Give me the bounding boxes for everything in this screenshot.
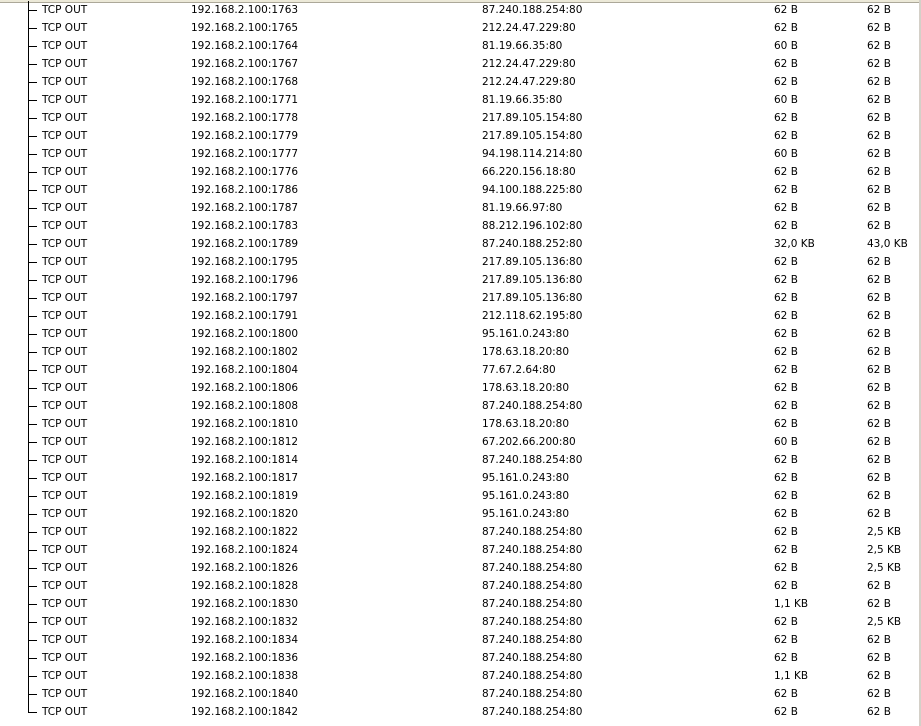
tree-branch (28, 280, 37, 281)
tree-branch (28, 676, 37, 677)
received-bytes-cell: 62 B (867, 454, 891, 466)
received-bytes-cell: 62 B (867, 364, 891, 376)
protocol-cell: TCP OUT (42, 130, 88, 142)
remote-address-cell: 81.19.66.35:80 (482, 40, 563, 52)
tree-branch (28, 208, 37, 209)
remote-address-cell: 87.240.188.254:80 (482, 670, 583, 682)
local-address-cell: 192.168.2.100:1834 (191, 634, 299, 646)
sent-bytes-cell: 32,0 KB (774, 238, 815, 250)
remote-address-cell: 87.240.188.254:80 (482, 580, 583, 592)
sent-bytes-cell: 62 B (774, 166, 798, 178)
remote-address-cell: 87.240.188.254:80 (482, 544, 583, 556)
connection-row[interactable] (0, 181, 919, 199)
sent-bytes-cell: 62 B (774, 346, 798, 358)
remote-address-cell: 178.63.18.20:80 (482, 418, 570, 430)
local-address-cell: 192.168.2.100:1763 (191, 4, 299, 16)
remote-address-cell: 94.198.114.214:80 (482, 148, 583, 160)
received-bytes-cell: 62 B (867, 274, 891, 286)
connection-row[interactable] (0, 307, 919, 325)
remote-address-cell: 87.240.188.254:80 (482, 4, 583, 16)
connection-row[interactable] (0, 127, 919, 145)
connection-row[interactable] (0, 523, 919, 541)
connection-row[interactable] (0, 325, 919, 343)
tree-branch (28, 298, 37, 299)
sent-bytes-cell: 62 B (774, 328, 798, 340)
protocol-cell: TCP OUT (42, 202, 88, 214)
remote-address-cell: 87.240.188.254:80 (482, 634, 583, 646)
received-bytes-cell: 62 B (867, 94, 891, 106)
remote-address-cell: 77.67.2.64:80 (482, 364, 556, 376)
remote-address-cell: 95.161.0.243:80 (482, 328, 570, 340)
sent-bytes-cell: 60 B (774, 40, 798, 52)
tree-branch (28, 64, 37, 65)
remote-address-cell: 217.89.105.154:80 (482, 112, 583, 124)
sent-bytes-cell: 62 B (774, 130, 798, 142)
protocol-cell: TCP OUT (42, 328, 88, 340)
received-bytes-cell: 62 B (867, 148, 891, 160)
received-bytes-cell: 62 B (867, 580, 891, 592)
received-bytes-cell: 62 B (867, 472, 891, 484)
tree-branch (28, 514, 37, 515)
protocol-cell: TCP OUT (42, 256, 88, 268)
tree-branch (28, 334, 37, 335)
sent-bytes-cell: 62 B (774, 472, 798, 484)
connection-list (0, 1, 919, 721)
connection-row[interactable] (0, 469, 919, 487)
tree-branch (28, 586, 37, 587)
protocol-cell: TCP OUT (42, 598, 88, 610)
connection-row[interactable] (0, 145, 919, 163)
connection-row[interactable] (0, 487, 919, 505)
protocol-cell: TCP OUT (42, 238, 88, 250)
tree-branch (28, 316, 37, 317)
remote-address-cell: 212.24.47.229:80 (482, 22, 576, 34)
protocol-cell: TCP OUT (42, 76, 88, 88)
local-address-cell: 192.168.2.100:1840 (191, 688, 299, 700)
local-address-cell: 192.168.2.100:1814 (191, 454, 299, 466)
tree-branch (28, 640, 37, 641)
remote-address-cell: 87.240.188.254:80 (482, 400, 583, 412)
received-bytes-cell: 62 B (867, 184, 891, 196)
tree-branch (28, 622, 37, 623)
remote-address-cell: 87.240.188.254:80 (482, 454, 583, 466)
sent-bytes-cell: 1,1 KB (774, 598, 809, 610)
local-address-cell: 192.168.2.100:1822 (191, 526, 299, 538)
remote-address-cell: 87.240.188.254:80 (482, 562, 583, 574)
tree-branch (28, 154, 37, 155)
tree-branch (28, 568, 37, 569)
received-bytes-cell: 62 B (867, 382, 891, 394)
protocol-cell: TCP OUT (42, 418, 88, 430)
local-address-cell: 192.168.2.100:1796 (191, 274, 299, 286)
tree-branch (28, 658, 37, 659)
protocol-cell: TCP OUT (42, 382, 88, 394)
connection-row[interactable] (0, 433, 919, 451)
protocol-cell: TCP OUT (42, 58, 88, 70)
tree-branch (28, 424, 37, 425)
connection-row[interactable] (0, 235, 919, 253)
sent-bytes-cell: 62 B (774, 400, 798, 412)
received-bytes-cell: 62 B (867, 670, 891, 682)
protocol-cell: TCP OUT (42, 544, 88, 556)
sent-bytes-cell: 62 B (774, 382, 798, 394)
local-address-cell: 192.168.2.100:1768 (191, 76, 299, 88)
local-address-cell: 192.168.2.100:1777 (191, 148, 299, 160)
tree-branch (28, 388, 37, 389)
protocol-cell: TCP OUT (42, 634, 88, 646)
received-bytes-cell: 62 B (867, 202, 891, 214)
protocol-cell: TCP OUT (42, 490, 88, 502)
connection-row[interactable] (0, 91, 919, 109)
received-bytes-cell: 62 B (867, 292, 891, 304)
tree-branch (28, 352, 37, 353)
protocol-cell: TCP OUT (42, 670, 88, 682)
received-bytes-cell: 62 B (867, 346, 891, 358)
protocol-cell: TCP OUT (42, 400, 88, 412)
received-bytes-cell: 62 B (867, 4, 891, 16)
tree-branch (28, 406, 37, 407)
protocol-cell: TCP OUT (42, 562, 88, 574)
local-address-cell: 192.168.2.100:1817 (191, 472, 299, 484)
tree-branch (28, 496, 37, 497)
tree-branch (28, 604, 37, 605)
received-bytes-cell: 2,5 KB (867, 616, 902, 628)
tree-branch (28, 226, 37, 227)
sent-bytes-cell: 62 B (774, 58, 798, 70)
received-bytes-cell: 62 B (867, 328, 891, 340)
connection-row[interactable] (0, 55, 919, 73)
local-address-cell: 192.168.2.100:1838 (191, 670, 299, 682)
received-bytes-cell: 62 B (867, 400, 891, 412)
received-bytes-cell: 2,5 KB (867, 544, 902, 556)
remote-address-cell: 178.63.18.20:80 (482, 346, 570, 358)
protocol-cell: TCP OUT (42, 580, 88, 592)
remote-address-cell: 95.161.0.243:80 (482, 490, 570, 502)
tree-branch (28, 694, 37, 695)
protocol-cell: TCP OUT (42, 436, 88, 448)
sent-bytes-cell: 62 B (774, 508, 798, 520)
sent-bytes-cell: 60 B (774, 94, 798, 106)
sent-bytes-cell: 62 B (774, 652, 798, 664)
sent-bytes-cell: 62 B (774, 616, 798, 628)
received-bytes-cell: 62 B (867, 688, 891, 700)
sent-bytes-cell: 62 B (774, 580, 798, 592)
received-bytes-cell: 62 B (867, 436, 891, 448)
tree-branch (28, 460, 37, 461)
connection-row[interactable] (0, 271, 919, 289)
connection-row[interactable] (0, 37, 919, 55)
tree-branch (28, 172, 37, 173)
connection-row[interactable] (0, 667, 919, 685)
connection-row[interactable] (0, 163, 919, 181)
tree-branch (28, 478, 37, 479)
sent-bytes-cell: 62 B (774, 220, 798, 232)
remote-address-cell: 87.240.188.254:80 (482, 706, 583, 718)
local-address-cell: 192.168.2.100:1795 (191, 256, 299, 268)
protocol-cell: TCP OUT (42, 364, 88, 376)
sent-bytes-cell: 62 B (774, 490, 798, 502)
protocol-cell: TCP OUT (42, 94, 88, 106)
tree-branch (28, 550, 37, 551)
remote-address-cell: 87.240.188.254:80 (482, 598, 583, 610)
remote-address-cell: 212.118.62.195:80 (482, 310, 583, 322)
local-address-cell: 192.168.2.100:1802 (191, 346, 299, 358)
connection-row[interactable] (0, 685, 919, 703)
connection-row[interactable] (0, 595, 919, 613)
protocol-cell: TCP OUT (42, 40, 88, 52)
tree-branch (28, 442, 37, 443)
protocol-cell: TCP OUT (42, 652, 88, 664)
protocol-cell: TCP OUT (42, 706, 88, 718)
local-address-cell: 192.168.2.100:1767 (191, 58, 299, 70)
received-bytes-cell: 62 B (867, 418, 891, 430)
sent-bytes-cell: 62 B (774, 634, 798, 646)
sent-bytes-cell: 62 B (774, 292, 798, 304)
connection-row[interactable] (0, 199, 919, 217)
sent-bytes-cell: 62 B (774, 184, 798, 196)
received-bytes-cell: 62 B (867, 76, 891, 88)
tree-branch (28, 118, 37, 119)
connection-row[interactable] (0, 541, 919, 559)
remote-address-cell: 94.100.188.225:80 (482, 184, 583, 196)
protocol-cell: TCP OUT (42, 112, 88, 124)
remote-address-cell: 87.240.188.254:80 (482, 652, 583, 664)
protocol-cell: TCP OUT (42, 688, 88, 700)
received-bytes-cell: 62 B (867, 490, 891, 502)
remote-address-cell: 67.202.66.200:80 (482, 436, 576, 448)
remote-address-cell: 178.63.18.20:80 (482, 382, 570, 394)
remote-address-cell: 217.89.105.136:80 (482, 292, 583, 304)
sent-bytes-cell: 62 B (774, 688, 798, 700)
received-bytes-cell: 62 B (867, 310, 891, 322)
tree-branch (28, 100, 37, 101)
connection-row[interactable] (0, 217, 919, 235)
local-address-cell: 192.168.2.100:1786 (191, 184, 299, 196)
remote-address-cell: 87.240.188.254:80 (482, 688, 583, 700)
connection-row[interactable] (0, 649, 919, 667)
sent-bytes-cell: 62 B (774, 256, 798, 268)
local-address-cell: 192.168.2.100:1789 (191, 238, 299, 250)
tree-branch (28, 244, 37, 245)
tree-branch (28, 10, 37, 11)
tree-branch (28, 712, 37, 713)
tree-branch (28, 136, 37, 137)
local-address-cell: 192.168.2.100:1836 (191, 652, 299, 664)
tree-branch (28, 262, 37, 263)
protocol-cell: TCP OUT (42, 616, 88, 628)
protocol-cell: TCP OUT (42, 184, 88, 196)
received-bytes-cell: 43,0 KB (867, 238, 908, 250)
protocol-cell: TCP OUT (42, 310, 88, 322)
protocol-cell: TCP OUT (42, 454, 88, 466)
sent-bytes-cell: 60 B (774, 436, 798, 448)
protocol-cell: TCP OUT (42, 346, 88, 358)
local-address-cell: 192.168.2.100:1800 (191, 328, 299, 340)
local-address-cell: 192.168.2.100:1783 (191, 220, 299, 232)
sent-bytes-cell: 62 B (774, 562, 798, 574)
sent-bytes-cell: 62 B (774, 544, 798, 556)
local-address-cell: 192.168.2.100:1765 (191, 22, 299, 34)
protocol-cell: TCP OUT (42, 472, 88, 484)
received-bytes-cell: 62 B (867, 220, 891, 232)
local-address-cell: 192.168.2.100:1808 (191, 400, 299, 412)
connection-row[interactable] (0, 577, 919, 595)
connection-row[interactable] (0, 289, 919, 307)
sent-bytes-cell: 62 B (774, 310, 798, 322)
local-address-cell: 192.168.2.100:1812 (191, 436, 299, 448)
remote-address-cell: 87.240.188.252:80 (482, 238, 583, 250)
connection-row[interactable] (0, 361, 919, 379)
sent-bytes-cell: 62 B (774, 22, 798, 34)
sent-bytes-cell: 1,1 KB (774, 670, 809, 682)
local-address-cell: 192.168.2.100:1826 (191, 562, 299, 574)
remote-address-cell: 81.19.66.35:80 (482, 94, 563, 106)
sent-bytes-cell: 62 B (774, 454, 798, 466)
remote-address-cell: 87.240.188.254:80 (482, 526, 583, 538)
connection-row[interactable] (0, 703, 919, 721)
protocol-cell: TCP OUT (42, 508, 88, 520)
received-bytes-cell: 62 B (867, 22, 891, 34)
local-address-cell: 192.168.2.100:1828 (191, 580, 299, 592)
remote-address-cell: 88.212.196.102:80 (482, 220, 583, 232)
tree-branch (28, 82, 37, 83)
local-address-cell: 192.168.2.100:1806 (191, 382, 299, 394)
connection-row[interactable] (0, 343, 919, 361)
received-bytes-cell: 62 B (867, 40, 891, 52)
connection-row[interactable] (0, 451, 919, 469)
sent-bytes-cell: 62 B (774, 526, 798, 538)
protocol-cell: TCP OUT (42, 4, 88, 16)
sent-bytes-cell: 62 B (774, 4, 798, 16)
tree-branch (28, 46, 37, 47)
remote-address-cell: 95.161.0.243:80 (482, 508, 570, 520)
local-address-cell: 192.168.2.100:1810 (191, 418, 299, 430)
sent-bytes-cell: 62 B (774, 418, 798, 430)
sent-bytes-cell: 62 B (774, 112, 798, 124)
sent-bytes-cell: 60 B (774, 148, 798, 160)
local-address-cell: 192.168.2.100:1771 (191, 94, 299, 106)
connection-row[interactable] (0, 253, 919, 271)
local-address-cell: 192.168.2.100:1764 (191, 40, 299, 52)
local-address-cell: 192.168.2.100:1778 (191, 112, 299, 124)
local-address-cell: 192.168.2.100:1842 (191, 706, 299, 718)
received-bytes-cell: 62 B (867, 598, 891, 610)
connection-row[interactable] (0, 559, 919, 577)
remote-address-cell: 212.24.47.229:80 (482, 58, 576, 70)
connection-row[interactable] (0, 1, 919, 19)
protocol-cell: TCP OUT (42, 220, 88, 232)
received-bytes-cell: 62 B (867, 652, 891, 664)
received-bytes-cell: 62 B (867, 58, 891, 70)
local-address-cell: 192.168.2.100:1820 (191, 508, 299, 520)
local-address-cell: 192.168.2.100:1830 (191, 598, 299, 610)
sent-bytes-cell: 62 B (774, 202, 798, 214)
connection-row[interactable] (0, 73, 919, 91)
connection-row[interactable] (0, 613, 919, 631)
received-bytes-cell: 62 B (867, 256, 891, 268)
received-bytes-cell: 62 B (867, 112, 891, 124)
received-bytes-cell: 62 B (867, 634, 891, 646)
remote-address-cell: 217.89.105.154:80 (482, 130, 583, 142)
connection-row[interactable] (0, 397, 919, 415)
protocol-cell: TCP OUT (42, 292, 88, 304)
remote-address-cell: 95.161.0.243:80 (482, 472, 570, 484)
remote-address-cell: 217.89.105.136:80 (482, 256, 583, 268)
connection-row[interactable] (0, 109, 919, 127)
tree-branch (28, 370, 37, 371)
received-bytes-cell: 62 B (867, 706, 891, 718)
tree-branch (28, 190, 37, 191)
remote-address-cell: 87.240.188.254:80 (482, 616, 583, 628)
sent-bytes-cell: 62 B (774, 706, 798, 718)
local-address-cell: 192.168.2.100:1791 (191, 310, 299, 322)
protocol-cell: TCP OUT (42, 166, 88, 178)
protocol-cell: TCP OUT (42, 22, 88, 34)
received-bytes-cell: 62 B (867, 130, 891, 142)
local-address-cell: 192.168.2.100:1779 (191, 130, 299, 142)
sent-bytes-cell: 62 B (774, 364, 798, 376)
received-bytes-cell: 2,5 KB (867, 562, 902, 574)
received-bytes-cell: 62 B (867, 166, 891, 178)
connection-row[interactable] (0, 505, 919, 523)
local-address-cell: 192.168.2.100:1787 (191, 202, 299, 214)
remote-address-cell: 212.24.47.229:80 (482, 76, 576, 88)
connection-row[interactable] (0, 415, 919, 433)
received-bytes-cell: 62 B (867, 508, 891, 520)
received-bytes-cell: 2,5 KB (867, 526, 902, 538)
connection-row[interactable] (0, 631, 919, 649)
remote-address-cell: 217.89.105.136:80 (482, 274, 583, 286)
local-address-cell: 192.168.2.100:1776 (191, 166, 299, 178)
local-address-cell: 192.168.2.100:1824 (191, 544, 299, 556)
remote-address-cell: 81.19.66.97:80 (482, 202, 563, 214)
tree-branch (28, 28, 37, 29)
protocol-cell: TCP OUT (42, 148, 88, 160)
sent-bytes-cell: 62 B (774, 76, 798, 88)
local-address-cell: 192.168.2.100:1804 (191, 364, 299, 376)
remote-address-cell: 66.220.156.18:80 (482, 166, 576, 178)
protocol-cell: TCP OUT (42, 526, 88, 538)
tree-branch (28, 532, 37, 533)
local-address-cell: 192.168.2.100:1819 (191, 490, 299, 502)
protocol-cell: TCP OUT (42, 274, 88, 286)
local-address-cell: 192.168.2.100:1797 (191, 292, 299, 304)
sent-bytes-cell: 62 B (774, 274, 798, 286)
connection-row[interactable] (0, 19, 919, 37)
local-address-cell: 192.168.2.100:1832 (191, 616, 299, 628)
connection-row[interactable] (0, 379, 919, 397)
